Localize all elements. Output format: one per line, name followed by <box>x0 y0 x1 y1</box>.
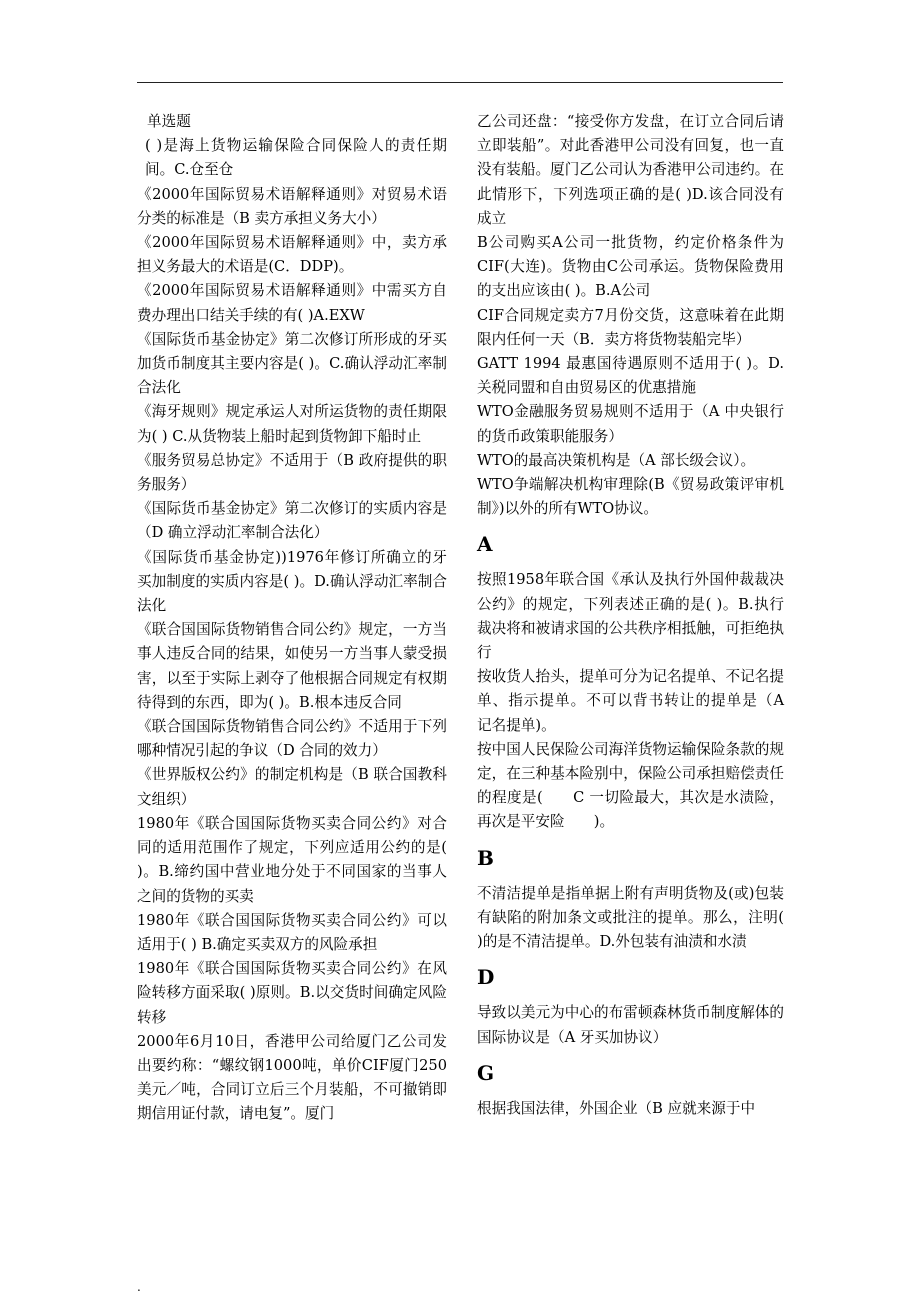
question-item: 《联合国国际货物销售合同公约》规定，一方当事人违反合同的结果，如使另一方当事人蒙受损害，以至于实际上剥夺了他根据合同规定有权期待得到的东西，即为( )。B.根本违反合同 <box>137 621 447 711</box>
section-heading-g: G <box>477 1060 495 1085</box>
question-item: 《服务贸易总协定》不适用于（B 政府提供的职务服务） <box>137 451 447 494</box>
question-item: 《世界版权公约》的制定机构是（B 联合国教科文组织） <box>137 766 447 808</box>
question-item: 《海牙规则》规定承运人对所运货物的责任期限为( ) C.从货物装上船时起到货物卸下船时止 <box>137 403 447 445</box>
header-rule <box>137 82 783 83</box>
footer-mark: . <box>137 1280 141 1294</box>
question-item: 《2000年国际贸易术语解释通则》对贸易术语分类的标准是（B 卖方承担义务大小） <box>137 185 447 227</box>
question-item: 乙公司还盘：“接受你方发盘，在订立合同后请立即装船”。对此香港甲公司没有回复，也一直没有装船。厦门乙公司认为香港甲公司违约。在此情形下，下列选项正确的是( )D.该合同没有成立 <box>477 113 784 227</box>
question-item: WTO的最高决策机构是（A 部长级会议）。 <box>477 451 756 469</box>
question-item: 按收货人抬头，提单可分为记名提单、不记名提单、指示提单。不可以背书转让的提单是（A 记名提单)。 <box>477 668 784 734</box>
question-item: 按中国人民保险公司海洋货物运输保险条款的规定，在三种基本险别中，保险公司承担赔偿责任的程度是( C 一切险最大，其次是水渍险，再次是平安险 )。 <box>477 740 784 831</box>
question-item: 《2000年国际贸易术语解释通则》中，卖方承担义务最大的术语是(C．DDP)。 <box>137 234 447 276</box>
section-title: 单选题 <box>147 113 191 130</box>
question-item: 《2000年国际贸易术语解释通则》中需买方自费办理出口结关手续的有( )A.EXW <box>137 282 447 324</box>
question-item: ( )是海上货物运输保险合同保险人的责任期间。C.仓至仓 <box>145 137 447 179</box>
question-item: 1980年《联合国国际货物买卖合同公约》对合同的适用范围作了规定，下列应适用公约的是( )。B.缔约国中营业地分处于不同国家的当事人之间的货物的买卖 <box>137 814 447 905</box>
question-item: 根据我国法律，外国企业（B 应就来源于中 <box>477 1099 756 1117</box>
question-item: 《联合国国际货物销售合同公约》不适用于下列哪种情况引起的争议（D 合同的效力） <box>137 718 447 760</box>
left-column <box>137 110 447 1127</box>
question-item: CIF合同规定卖方7月份交货，这意味着在此期限内任何一天（B．卖方将货物装船完毕） <box>477 306 784 348</box>
section-heading-b: B <box>477 845 494 870</box>
question-item: 1980年《联合国国际货物买卖合同公约》可以适用于( ) B.确定买卖双方的风险承担 <box>137 911 447 953</box>
question-item: 《国际货币基金协定))1976年修订所确立的牙买加制度的实质内容是( )。D.确认浮动汇率制合法化 <box>137 548 447 615</box>
section-heading-d: D <box>477 965 495 990</box>
question-item: B公司购买A公司一批货物，约定价格条件为CIF(大连)。货物由C公司承运。货物保险费用的支出应该由( )。B.A公司 <box>477 234 784 300</box>
question-item: 《国际货币基金协定》第二次修订所形成的牙买加货币制度其主要内容是( )。C.确认浮动汇率制合法化 <box>137 330 447 397</box>
question-item: WTO争端解决机构审理除(B《贸易政策评审机制》)以外的所有WTO协议。 <box>477 476 784 518</box>
question-item: GATT 1994 最惠国待遇原则不适用于( )。D.关税同盟和自由贸易区的优惠措施 <box>477 355 784 397</box>
question-item: 不清洁提单是指单据上附有声明货物及(或)包装有缺陷的附加条文或批注的提单。那么，注明( )的是不清洁提单。D.外包装有油渍和水渍 <box>477 884 784 951</box>
question-item: 按照1958年联合国《承认及执行外国仲裁裁决公约》的规定，下列表述正确的是( )。B.执行裁决将和被请求国的公共秩序相抵触，可拒绝执行 <box>477 571 784 662</box>
question-item: 1980年《联合国国际货物买卖合同公约》在风险转移方面采取( )原则。B.以交货时间确定风险转移 <box>137 960 447 1026</box>
question-item: WTO金融服务贸易规则不适用于（A 中央银行的货币政策职能服务） <box>477 403 784 445</box>
question-item: 2000年6月10日，香港甲公司给厦门乙公司发出要约称：“螺纹钢1000吨，单价CIF厦门250美元／吨，合同订立后三个月装船，不可撤销即期信用证付款，请电复”。厦门 <box>137 1032 447 1123</box>
question-item: 《国际货币基金协定》第二次修订的实质内容是（D 确立浮动汇率制合法化） <box>137 500 447 542</box>
section-heading-a: A <box>477 532 493 557</box>
question-item: 导致以美元为中心的布雷顿森林货币制度解体的国际协议是（A 牙买加协议） <box>477 1004 784 1046</box>
right-column <box>477 110 784 1121</box>
